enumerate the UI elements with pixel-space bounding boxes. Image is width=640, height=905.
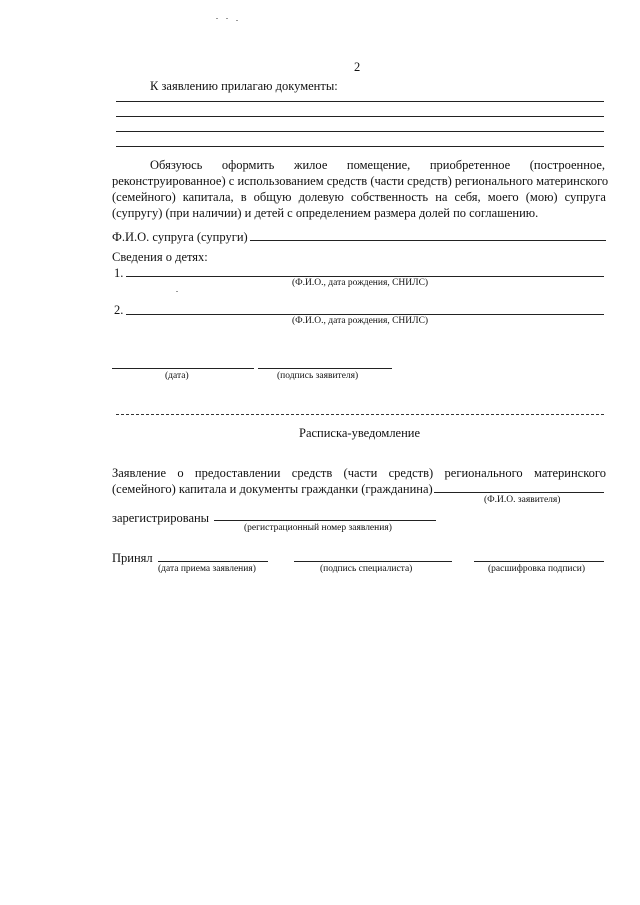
child-2-field[interactable] xyxy=(126,314,604,315)
attachments-label: К заявлению прилагаю документы: xyxy=(150,79,338,93)
accept-date-caption: (дата приема заявления) xyxy=(158,564,256,574)
attachment-line-4[interactable] xyxy=(116,146,604,147)
applicant-caption: (Ф.И.О. заявителя) xyxy=(484,495,561,505)
accept-date-field[interactable] xyxy=(158,561,268,562)
applicant-name-field[interactable] xyxy=(434,492,604,493)
date-field[interactable] xyxy=(112,368,254,369)
applicant-signature-field[interactable] xyxy=(258,368,392,369)
date-caption: (дата) xyxy=(165,371,189,381)
registered-label: зарегистрированы xyxy=(112,511,210,525)
registration-caption: (регистрационный номер заявления) xyxy=(244,523,392,533)
attachment-line-3[interactable] xyxy=(116,131,604,132)
attachment-line-1[interactable] xyxy=(116,101,604,102)
obligation-line-2: реконструированное) с использованием средств (части средств) регионального материнского xyxy=(112,174,609,188)
registration-number-field[interactable] xyxy=(214,520,436,521)
scan-speck xyxy=(176,291,178,292)
applicant-signature-caption: (подпись заявителя) xyxy=(277,371,359,381)
child-1-caption: (Ф.И.О., дата рождения, СНИЛС) xyxy=(292,278,429,288)
child-2-caption: (Ф.И.О., дата рождения, СНИЛС) xyxy=(292,316,429,326)
receipt-title: Расписка-уведомление xyxy=(299,426,421,440)
signature-decoding-field[interactable] xyxy=(474,561,604,562)
specialist-signature-field[interactable] xyxy=(294,561,452,562)
obligation-line-3: (семейного) капитала, в общую долевую собственность на себя, моего (мою) супруга xyxy=(112,190,606,204)
scan-speck xyxy=(216,18,218,19)
page-number: 2 xyxy=(354,60,361,74)
cut-line xyxy=(116,414,604,415)
spouse-label: Ф.И.О. супруга (супруги) xyxy=(112,230,248,244)
specialist-signature-caption: (подпись специалиста) xyxy=(320,564,413,574)
accepted-label: Принял xyxy=(112,551,153,565)
attachment-line-2[interactable] xyxy=(116,116,604,117)
child-1-number: 1. xyxy=(114,266,124,280)
children-label: Сведения о детях: xyxy=(112,250,208,264)
child-2-number: 2. xyxy=(114,303,124,317)
obligation-line-1: Обязуюсь оформить жилое помещение, приобретенное (построенное, xyxy=(150,158,605,172)
spouse-name-field[interactable] xyxy=(250,240,606,241)
receipt-line-1: Заявление о предоставлении средств (части средств) регионального материнского xyxy=(112,466,606,480)
scan-speck xyxy=(226,18,228,19)
receipt-line-2: (семейного) капитала и документы гражданки (гражданина) xyxy=(112,482,433,496)
scan-speck xyxy=(236,20,238,21)
child-1-field[interactable] xyxy=(126,276,604,277)
obligation-line-4: (супругу) (при наличии) и детей с определением размера долей по соглашению. xyxy=(112,206,539,220)
signature-decoding-caption: (расшифровка подписи) xyxy=(488,564,585,574)
